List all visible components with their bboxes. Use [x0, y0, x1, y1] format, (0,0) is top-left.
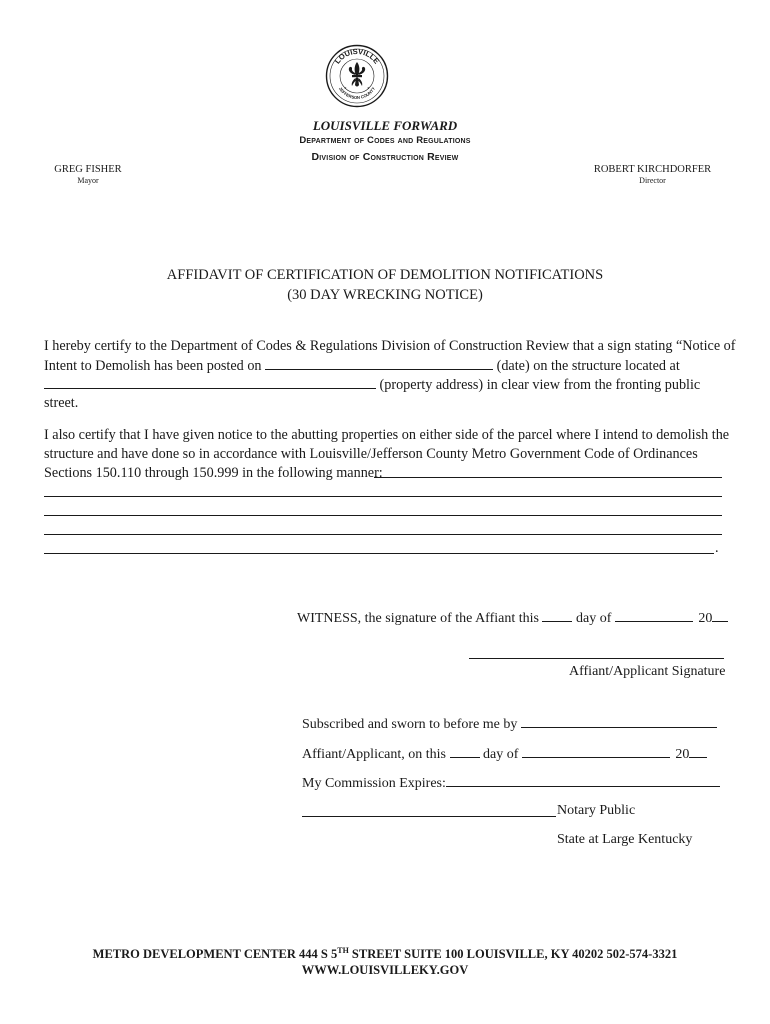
director-title: Director [639, 176, 666, 185]
manner-field-line4[interactable] [44, 534, 722, 535]
witness-month-field[interactable] [615, 608, 693, 622]
paragraph1-line2 [44, 356, 680, 377]
director-name: ROBERT KIRCHDORFER [593, 164, 712, 175]
mayor-block [48, 164, 128, 185]
louisville-seal-logo [325, 44, 389, 108]
footer-address-a: METRO DEVELOPMENT CENTER 444 S 5 [92, 947, 338, 962]
affiant-on-line [302, 744, 707, 763]
subscribed-text: Subscribed and sworn to before me by [302, 717, 518, 732]
notary-month-field[interactable] [522, 744, 670, 758]
witness-text-2: day of [575, 611, 612, 626]
footer-address [0, 946, 770, 962]
notary-year-field[interactable] [689, 744, 707, 758]
document-subtitle: (30 DAY WRECKING NOTICE) [287, 287, 483, 303]
department-name [0, 135, 770, 146]
affiant-signature-label: Affiant/Applicant Signature [569, 664, 726, 679]
witness-year-field[interactable] [712, 608, 728, 622]
affiant-on-text-2: day of [483, 747, 519, 762]
witness-text-3: 20 [698, 611, 713, 626]
subscribed-by-field[interactable] [521, 714, 717, 728]
witness-line [297, 608, 728, 627]
commission-text: My Commission Expires: [302, 776, 446, 791]
notary-signature-field[interactable] [302, 816, 556, 817]
svg-text:★: ★ [367, 86, 370, 90]
posted-date-field[interactable] [265, 356, 493, 370]
paragraph1-line1: I hereby certify to the Department of Codes & Regulations Division of Construction Review that a sign stating “Notice of [44, 338, 736, 354]
manner-field-line5[interactable] [44, 553, 714, 554]
subscribed-line [302, 714, 717, 733]
document-title: AFFIDAVIT OF CERTIFICATION OF DEMOLITION NOTIFICATIONS [166, 267, 604, 283]
footer-address-sup: TH [337, 946, 349, 955]
property-address-field[interactable] [44, 375, 376, 389]
affiant-on-text-3: 20 [675, 747, 690, 762]
affiant-on-text-1: Affiant/Applicant, on this [302, 747, 446, 762]
mayor-title: Mayor [77, 176, 99, 185]
department-text: Department of Codes and Regulations [299, 135, 471, 146]
paragraph1-line3-b: (property address) in clear view from the fronting public [379, 377, 701, 393]
witness-day-field[interactable] [542, 608, 572, 622]
mayor-name: GREG FISHER [54, 164, 122, 175]
manner-end-period: . [715, 540, 719, 556]
witness-text-1: WITNESS, the signature of the Affiant this [297, 611, 539, 626]
manner-field-line3[interactable] [44, 515, 722, 516]
notary-day-field[interactable] [450, 744, 480, 758]
manner-field-line2[interactable] [44, 496, 722, 497]
paragraph2-line1: I also certify that I have given notice to the abutting properties on either side of the parcel where I intend to demolish the [44, 427, 730, 443]
commission-line [302, 773, 720, 792]
paragraph1-line3 [44, 375, 700, 396]
org-name: LOUISVILLE FORWARD [312, 118, 458, 133]
affiant-signature-field[interactable] [469, 658, 724, 659]
footer-address-b: STREET SUITE 100 LOUISVILLE, KY 40202 502-574-3321 [348, 947, 678, 962]
seal-text-bottom: JEFFERSON COUNTY [337, 86, 377, 101]
division-text: Division of Construction Review [311, 151, 459, 163]
manner-field-line1[interactable] [374, 477, 722, 478]
division-name [0, 151, 770, 163]
director-block [590, 164, 715, 185]
footer-website[interactable]: WWW.LOUISVILLEKY.GOV [301, 963, 469, 977]
notary-public-label: Notary Public [557, 803, 636, 818]
paragraph1-line4: street. [44, 395, 79, 411]
commission-expires-field[interactable] [446, 773, 720, 787]
paragraph2-line3: Sections 150.110 through 150.999 in the following manner: [44, 465, 383, 481]
paragraph1-line2-b: (date) on the structure located at [496, 358, 680, 374]
state-label: State at Large Kentucky [557, 832, 693, 847]
paragraph2-line2: structure and have done so in accordance with Louisville/Jefferson County Metro Government Code of Ordinances [44, 446, 698, 462]
seal-text-top: LOUISVILLE [332, 46, 382, 66]
svg-text:★: ★ [344, 86, 347, 90]
paragraph1-line2-a: Intent to Demolish has been posted on [44, 358, 262, 374]
